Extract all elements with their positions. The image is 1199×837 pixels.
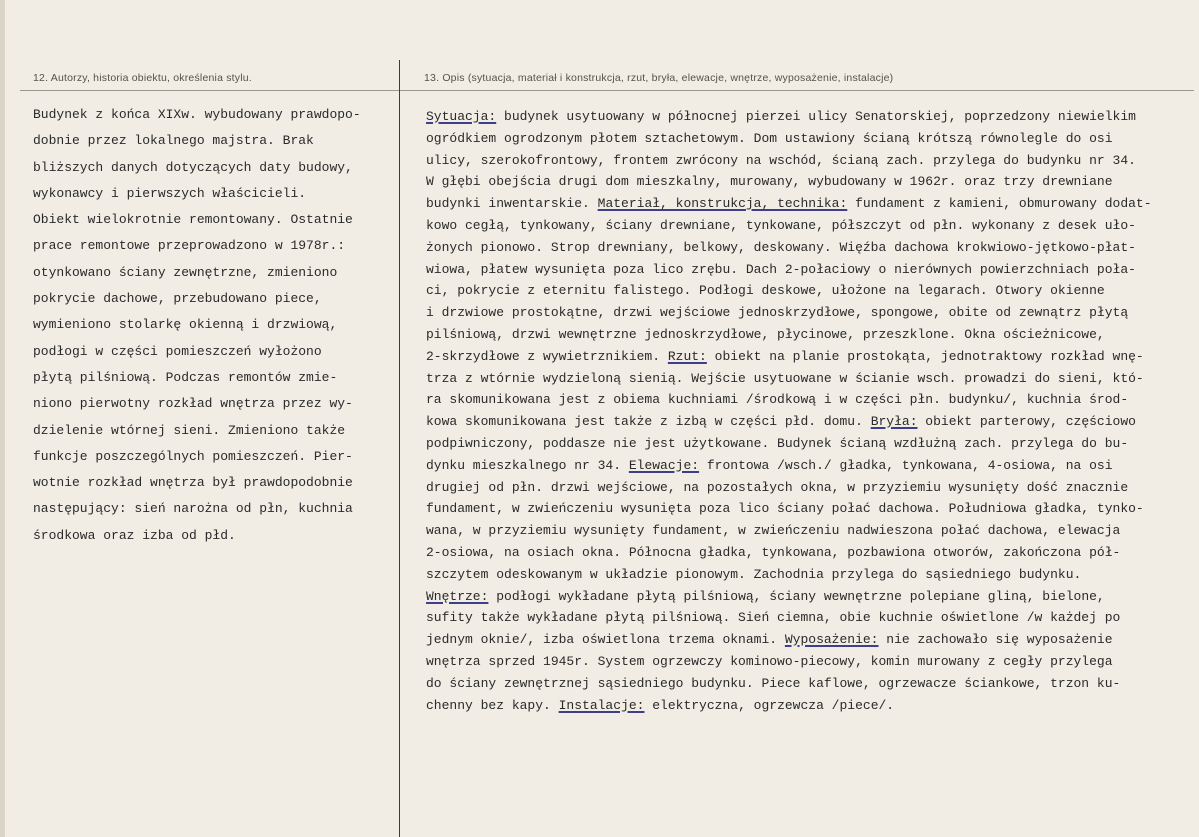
description-text-line (426, 629, 1186, 651)
description-text: do ściany zewnętrznej sąsiedniego budynku. Piece kaflowe, ogrzewacze ściankowe, trzon ku- (426, 675, 1121, 691)
description-text: i drzwiowe prostokątne, drzwi wejściowe jednoskrzydłowe, spongowe, obite od zewnątrz płytą (426, 305, 1129, 321)
history-text-line: dobnie przez lokalnego majstra. Brak (33, 133, 314, 149)
description-text-line (426, 193, 1186, 215)
description-text-line (426, 150, 1186, 172)
history-column (33, 102, 378, 549)
history-text-line: bliższych danych dotyczących daty budowy, (33, 159, 353, 175)
description-text-line (426, 324, 1186, 346)
form-header (0, 60, 1199, 92)
description-text: W głębi obejścia drugi dom mieszkalny, murowany, wybudowany w 1962r. oraz trzy drewniane (426, 174, 1113, 190)
history-text-line: pokrycie dachowe, przebudowano piece, (33, 291, 322, 307)
description-text: chenny bez kapy. (426, 697, 559, 713)
section-heading: Instalacje: (558, 697, 645, 713)
description-text-line (426, 128, 1186, 150)
description-text: elektryczna, ogrzewcza /piece/. (644, 697, 895, 713)
history-text-line: wymieniono stolarkę okienną i drzwiową, (33, 317, 338, 333)
history-text-line: prace remontowe przeprowadzono w 1978r.: (33, 238, 346, 254)
description-text: dynku mieszkalnego nr 34. (426, 457, 629, 473)
description-text-line (426, 368, 1186, 390)
description-text-line (426, 455, 1186, 477)
description-text-line (426, 586, 1186, 608)
header-left-label: 12. Autorzy, historia obiektu, określenia stylu. (33, 72, 252, 84)
history-text-line: niono pierwotny rozkład wnętrza przez wy- (33, 396, 353, 412)
history-text-line: wykonawcy i pierwszych właścicieli. (33, 185, 307, 201)
description-text-line (426, 171, 1186, 193)
description-text: sufity także wykładane płytą pilśniową. Sień ciemna, obie kuchnie oświetlone /w każdej po (426, 610, 1121, 626)
header-right-label: 13. Opis (sytuacja, materiał i konstrukcja, rzut, bryła, elewacje, wnętrze, wyposażenie, instalacje) (424, 72, 894, 84)
description-text: ogródkiem ogrodzonym płotem sztachetowym. Dom ustawiony ścianą krótszą równolegle do osi (426, 130, 1113, 146)
description-text: ulicy, szerokofrontowy, frontem zwrócony na wschód, ścianą zach. przylega do budynku nr 34. (426, 152, 1136, 168)
description-text: nie zachowało się wyposażenie (878, 632, 1113, 648)
description-text: fundament z kamieni, obmurowany dodat- (847, 196, 1152, 212)
description-column (426, 106, 1186, 716)
description-text: ci, pokrycie z eternitu falistego. Podłogi deskowe, ułożone na legarach. Otwory okienne (426, 283, 1105, 299)
section-heading: Materiał, konstrukcja, technika: (597, 196, 848, 212)
description-text: wnętrza sprzed 1945r. System ogrzewczy kominowo-piecowy, komin murowany z cegły przylega (426, 653, 1113, 669)
description-text: obiekt na planie prostokąta, jednotraktowy rozkład wnę- (706, 348, 1144, 364)
description-text: wiowa, płatew wysunięta poza lico zrębu. Dach 2-połaciowy o nierównych powierzchniach poła- (426, 261, 1136, 277)
description-text-line (426, 389, 1186, 411)
description-text: 2-osiowa, na osiach okna. Północna gładka, tynkowana, pozbawiona otworów, zakończona pół- (426, 544, 1121, 560)
history-text-line: funkcje poszczególnych pomieszczeń. Pier- (33, 448, 353, 464)
card-edge (0, 0, 5, 837)
description-text-line (426, 607, 1186, 629)
description-text: budynek usytuowany w północnej pierzei ulicy Senatorskiej, poprzedzony niewielkim (496, 109, 1136, 124)
description-text: wana, w przyziemiu wysunięty fundament, w zwieńczeniu nadwieszona połać dachowa, elewacja (426, 523, 1121, 539)
column-divider (399, 60, 400, 837)
history-text-line: Obiekt wielokrotnie remontowany. Ostatnie (33, 212, 353, 228)
description-text-line (426, 564, 1186, 586)
description-text: podłogi wykładane płytą pilśniową, ściany wewnętrzne polepiane gliną, bielone, (488, 588, 1105, 604)
description-text-line (426, 280, 1186, 302)
description-text-line (426, 433, 1186, 455)
history-text-line: płytą pilśniową. Podczas remontów zmie- (33, 369, 338, 385)
description-text: obiekt parterowy, częściowo (917, 414, 1136, 430)
history-text-line: Budynek z końca XIXw. wybudowany prawdopo- (33, 107, 361, 122)
header-rule (20, 90, 1194, 91)
description-text: drugiej od płn. drzwi wejściowe, na pozostałych okna, w przyziemiu wysunięty dość znacznie (426, 479, 1129, 495)
description-text-line (426, 215, 1186, 237)
description-text: fundament, w zwieńczeniu wysunięta poza lico ściany połać dachowa. Południowa gładka, tynko- (426, 501, 1144, 517)
description-text-line (426, 542, 1186, 564)
history-text-line: środkowa oraz izba od płd. (33, 527, 236, 543)
description-text-line (426, 346, 1186, 368)
description-text: pilśniową, drzwi wewnętrzne jednoskrzydłowe, płycinowe, przeszklone. Okna ościeżnicowe, (426, 326, 1105, 342)
description-text: ra skomunikowana jest z obiema kuchniami /środkową i w części płn. budynku/, kuchnia środ- (426, 392, 1129, 408)
description-text-line (426, 520, 1186, 542)
section-heading: Wyposażenie: (784, 632, 879, 648)
description-text-line (426, 498, 1186, 520)
description-text: szczytem odeskowanym w układzie pionowym. Zachodnia przylega do sąsiedniego budynku. (426, 566, 1082, 582)
description-text-line (426, 302, 1186, 324)
description-text: podpiwniczony, poddasze nie jest użytkowane. Budynek ścianą wzdłużną zach. przylega do bu- (426, 435, 1129, 451)
description-text: jednym oknie/, izba oświetlona trzema oknami. (426, 632, 785, 648)
description-text-line (426, 673, 1186, 695)
history-text-line: następujący: sień narożna od płn, kuchnia (33, 501, 353, 517)
description-text: frontowa /wsch./ gładka, tynkowana, 4-osiowa, na osi (699, 457, 1113, 473)
history-text-line: dzielenie wtórnej sieni. Zmieniono także (33, 422, 346, 438)
description-text: żonych pionowo. Strop drewniany, belkowy, deskowany. Więźba dachowa krokwiowo-jętkowo-płat- (426, 239, 1136, 255)
section-heading: Bryła: (870, 414, 918, 430)
section-heading: Elewacje: (628, 457, 700, 473)
description-text-line (426, 651, 1186, 673)
history-text-line: otynkowano ściany zewnętrzne, zmieniono (33, 264, 338, 280)
description-text: kowa skomunikowana jest także z izbą w części płd. domu. (426, 414, 871, 430)
description-text-line (426, 695, 1186, 717)
section-heading: Wnętrze: (426, 588, 489, 604)
history-text-line: podłogi w części pomieszczeń wyłożono (33, 343, 322, 359)
description-text: 2-skrzydłowe z wywietrznikiem. (426, 348, 668, 364)
history-text-line: wotnie rozkład wnętrza był prawdopodobnie (33, 475, 353, 491)
section-heading: Rzut: (667, 348, 707, 364)
description-text-line (426, 259, 1186, 281)
description-text: kowo cegłą, tynkowany, ściany drewniane, tynkowane, półszczyt od płn. wykonany z desek uło- (426, 217, 1136, 233)
description-text: budynki inwentarskie. (426, 196, 598, 212)
description-text-line (426, 477, 1186, 499)
description-text-line (426, 411, 1186, 433)
description-text-line (426, 106, 1186, 128)
section-heading: Sytuacja: (426, 109, 497, 124)
description-text: trza z wtórnie wydzieloną sienią. Wejście usytuowane w ścianie wsch. prowadzi do sieni, któ- (426, 370, 1144, 386)
description-text-line (426, 237, 1186, 259)
